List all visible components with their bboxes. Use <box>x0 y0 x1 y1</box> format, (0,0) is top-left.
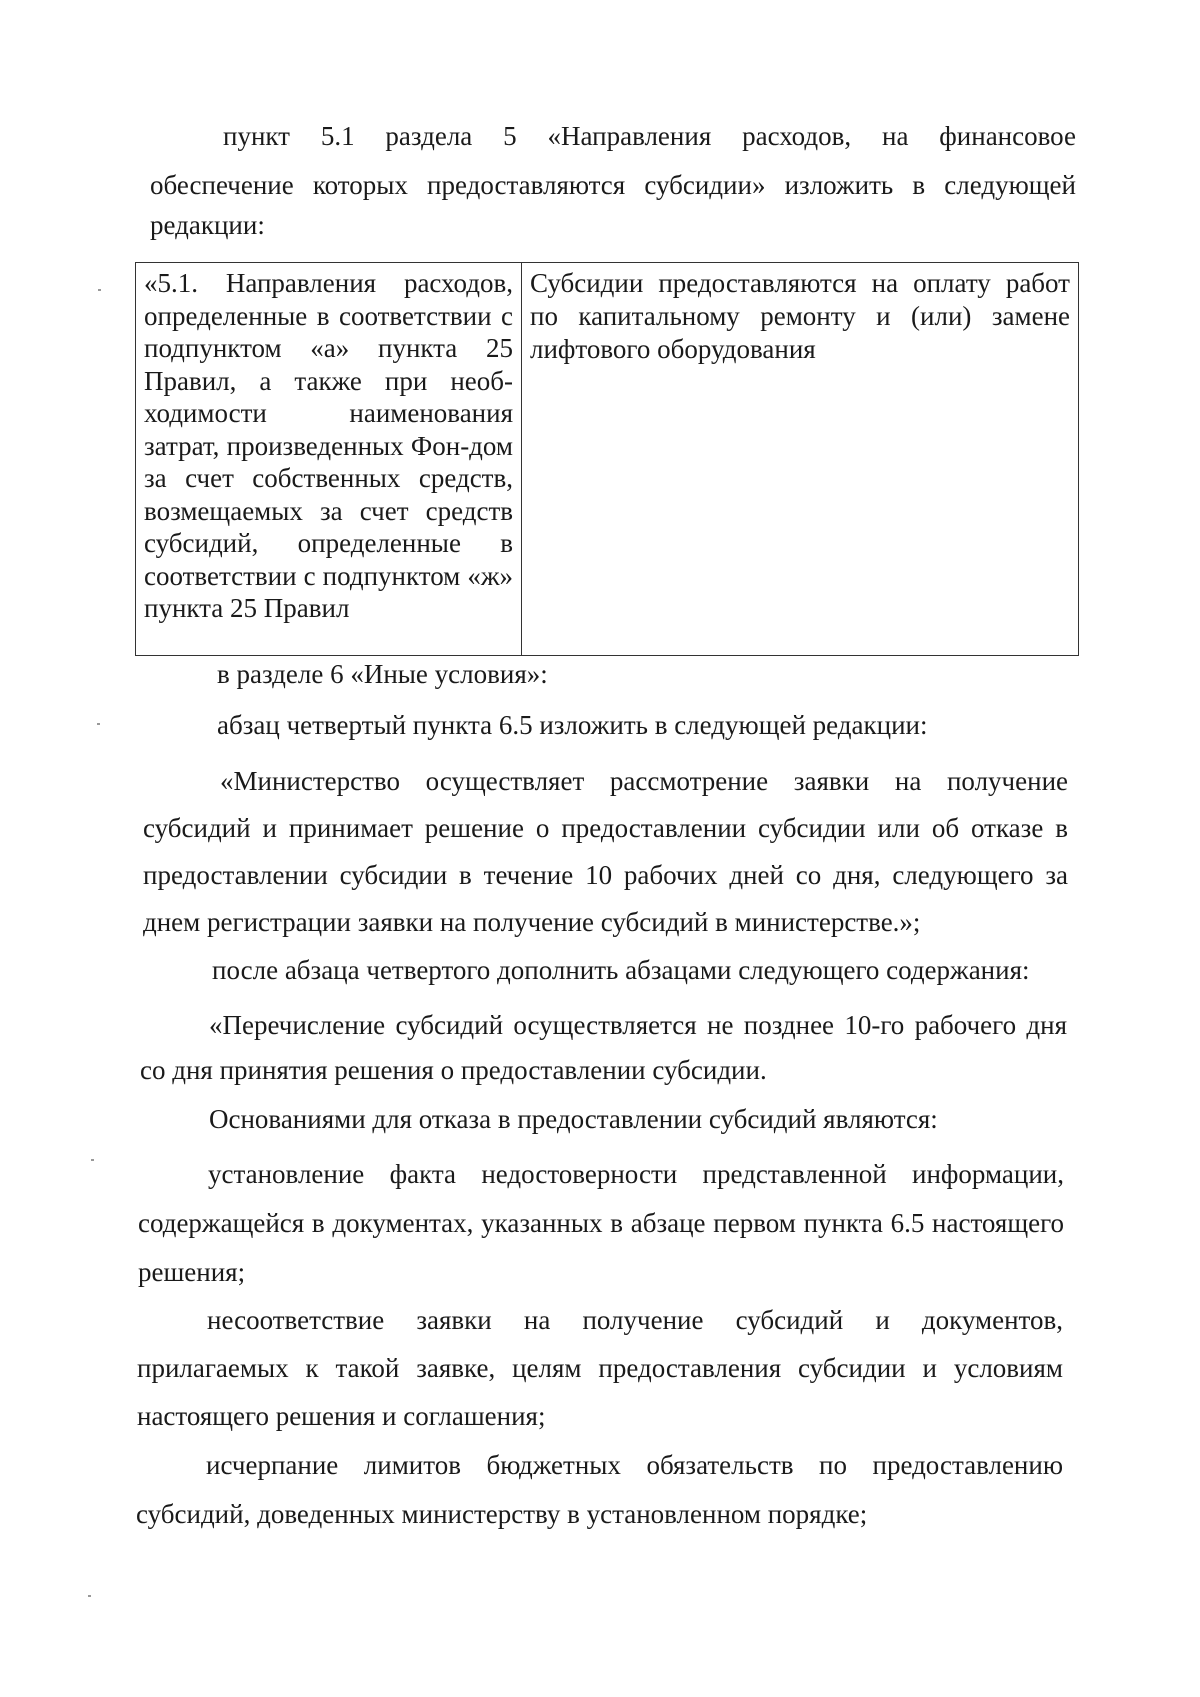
table-cell-left: «5.1. Направления расходов, определенные в соответствии с подпунктом «а» пункта 25 Правил, а также при необ-ходимости наименования затрат, произведенных Фон-дом за счет собственных средств, возмещаемых за счет средств субсидий, определенные в соответствии с подпунктом «ж» пункта 25 Правил <box>136 263 522 656</box>
intro-line-3: редакции: <box>150 210 265 240</box>
scan-mark <box>98 289 101 291</box>
paragraph-grounds: Основаниями для отказа в предоставлении субсидий являются: <box>209 1104 938 1134</box>
intro-line-2: обеспечение которых предоставляются субсидии» изложить в следующей <box>150 170 1076 200</box>
scan-mark <box>97 723 100 725</box>
amendment-table <box>135 262 1079 656</box>
paragraph-after-fourth: после абзаца четвертого дополнить абзацами следующего содержания: <box>212 955 1030 985</box>
table-row <box>136 263 1079 656</box>
paragraph-transfer: «Перечисление субсидий осуществляется не позднее 10-го рабочего дня со дня принятия решения о предоставлении субсидии. <box>140 1010 1067 1085</box>
section-6-heading: в разделе 6 «Иные условия»: <box>217 659 548 689</box>
paragraph-6-5-instruction: абзац четвертый пункта 6.5 изложить в следующей редакции: <box>217 710 928 740</box>
scan-mark <box>91 1159 94 1161</box>
paragraph-mismatch: несоответствие заявки на получение субсидий и документов, прилагаемых к такой заявке, целям предоставления субсидии и условиям настоящего решения и соглашения; <box>137 1305 1063 1431</box>
paragraph-fact: установление факта недостоверности представленной информации, содержащейся в документах, указанных в абзаце первом пункта 6.5 настоящего решения; <box>138 1159 1064 1287</box>
paragraph-exhaustion: исчерпание лимитов бюджетных обязательств по предоставлению субсидий, доведенных министерству в установленном порядке; <box>136 1450 1063 1529</box>
table-cell-right: Субсидии предоставляются на оплату работ по капитальному ремонту и (или) замене лифтового оборудования <box>522 263 1079 656</box>
paragraph-ministry: «Министерство осуществляет рассмотрение заявки на получение субсидий и принимает решение о предоставлении субсидии или об отказе в предоставлении субсидии в течение 10 рабочих дней со дня, следующего за днем регистрации заявки на получение субсидий в министерстве.»; <box>143 766 1068 937</box>
intro-line-1: пункт 5.1 раздела 5 «Направления расходов, на финансовое <box>223 121 1076 151</box>
scan-mark <box>88 1595 91 1597</box>
